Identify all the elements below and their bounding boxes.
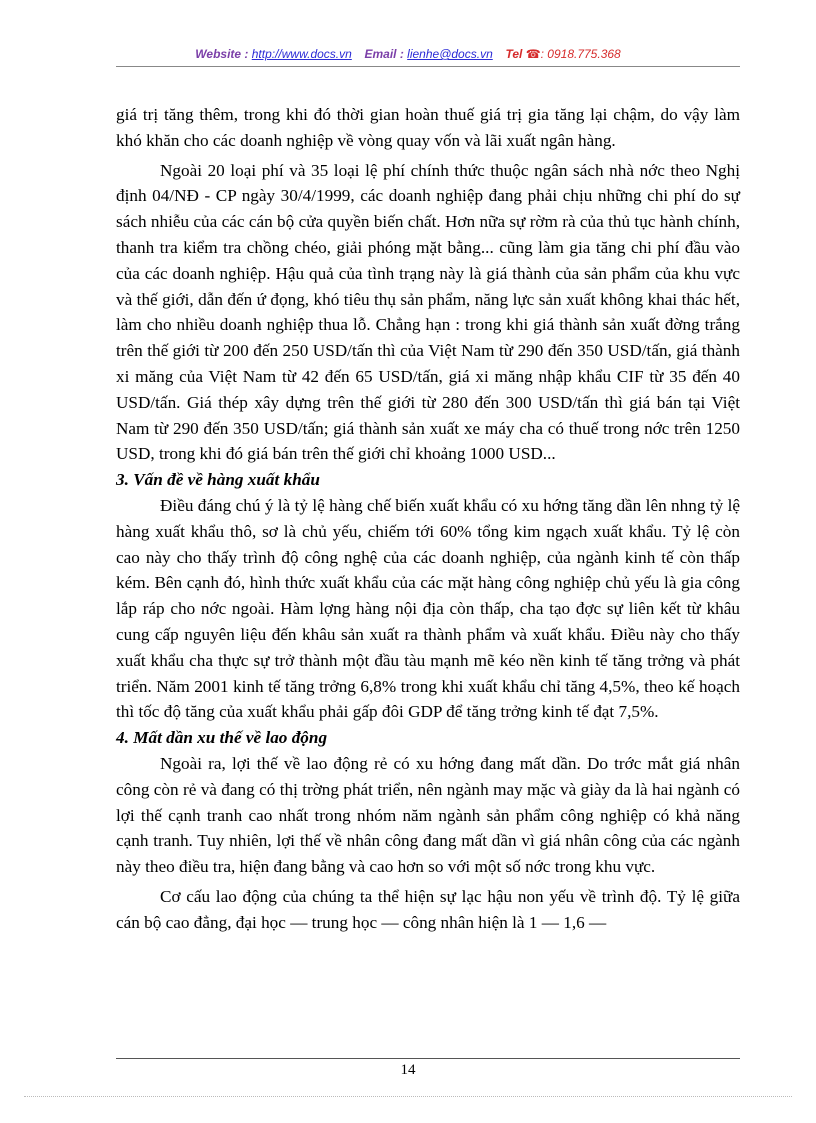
website-link[interactable]: http://www.docs.vn <box>251 47 352 61</box>
paragraph-fees: Ngoài 20 loại phí và 35 loại lệ phí chính thức thuộc ngân sách nhà nớc theo Nghị định 04/NĐ - CP ngày 30/4/1999, các doanh nghiệp đang phải chịu những chi phí do sự sách nhiễu của các cán bộ cửa quyền biến chất. Hơn nữa sự rờm rà của thủ tục hành chính, thanh tra kiểm tra chồng chéo, giải phóng mặt bằng... cũng làm gia tăng chi phí đầu vào của các doanh nghiệp. Hậu quả của tình trạng này là giá thành của sản phẩm của khu vực và thế giới, dẫn đến ứ đọng, khó tiêu thụ sản phẩm, năng lực sản xuất không khai thác hết, làm cho nhiều doanh nghiệp thua lỗ. Chẳng hạn : trong khi giá thành sản xuất đờng trắng trên thế giới từ 200 đến 250 USD/tấn thì của Việt Nam từ 290 đến 350 USD/tấn, giá thành xi măng của Việt Nam từ 42 đến 65 USD/tấn, giá xi măng nhập khẩu CIF từ 35 đến 40 USD/tấn. Giá thép xây dựng trên thế giới từ 280 đến 300 USD/tấn thì giá bán tại Việt Nam từ 290 đến 350 USD/tấn; giá thành sản xuất xe máy cha có thuế trong nớc trên 1250 USD, trong khi đó giá bán trên thế giới chỉ khoảng 1000 USD... <box>116 160 740 464</box>
page-edge <box>24 1096 792 1097</box>
tel-number: : 0918.775.368 <box>540 47 621 61</box>
paragraph-exports: Điều đáng chú ý là tỷ lệ hàng chế biến xuất khẩu có xu hớng tăng dần lên nhng tỷ lệ hàng xuất khẩu thô, sơ là chủ yếu, chiếm tới 60% tổng kim ngạch xuất khẩu. Tỷ lệ còn cao này cho thấy trình độ công nghệ của các doanh nghiệp, của ngành kinh tế còn thấp kém. Bên cạnh đó, hình thức xuất khẩu của các mặt hàng công nghiệp chủ yếu là gia công lắp ráp cho nớc ngoài. Hàm lợng hàng nội địa còn thấp, cha tạo đợc sự liên kết từ khâu cung cấp nguyên liệu đến khâu sản xuất ra thành phẩm và xuất khẩu. Điều này cho thấy xuất khẩu cha thực sự trở thành một đầu tàu mạnh mẽ kéo nền kinh tế tăng trởng và phát triển. Năm 2001 kinh tế tăng trởng 6,8% trong khi xuất khẩu chỉ tăng 4,5%, theo kế hoạch thì tốc độ tăng của xuất khẩu phải gấp đôi GDP để tăng trởng kinh tế đạt 7,5%. <box>116 495 740 722</box>
section-heading-exports: 3. Vấn đề về hàng xuất khẩu <box>116 470 320 490</box>
page-number: 14 <box>400 1062 416 1078</box>
header-divider <box>116 66 740 67</box>
phone-icon: ☎ <box>525 47 541 61</box>
email-link[interactable]: lienhe@docs.vn <box>407 47 493 61</box>
email-separator: : <box>396 47 408 61</box>
footer-divider <box>116 1058 740 1059</box>
document-body <box>116 102 740 936</box>
section-heading-labor: 4. Mất dần xu thế về lao động <box>116 728 328 748</box>
email-label: Email <box>364 47 397 61</box>
website-separator: : <box>241 47 252 61</box>
website-label: Website <box>195 47 242 61</box>
paragraph-continued: giá trị tăng thêm, trong khi đó thời gian hoàn thuế giá trị gia tăng lại chậm, do vậy làm khó khăn cho các doanh nghiệp về vòng quay vốn và lãi xuất ngân hàng. <box>116 105 740 150</box>
page-header <box>0 47 816 61</box>
tel-label: Tel <box>505 47 523 61</box>
paragraph-labor-structure: Cơ cấu lao động của chúng ta thể hiện sự lạc hậu non yếu về trình độ. Tỷ lệ giữa cán bộ cao đẳng, đại học — trung học — công nhân hiện là 1 — 1,6 — <box>116 886 740 932</box>
paragraph-labor: Ngoài ra, lợi thế về lao động rẻ có xu hớng đang mất dần. Do trớc mắt giá nhân công còn rẻ và đang có thị trờng phát triển, nên ngành may mặc và giày da là hai ngành có lợi thế cạnh tranh cao nhất trong nhóm năm ngành sản phẩm công nghiệp có khả năng cạnh tranh. Tuy nhiên, lợi thế về nhân công đang mất dần vì giá nhân công của các ngành này theo điều tra, hiện đang bằng và cao hơn so với một số nớc trong khu vực. <box>116 753 740 877</box>
